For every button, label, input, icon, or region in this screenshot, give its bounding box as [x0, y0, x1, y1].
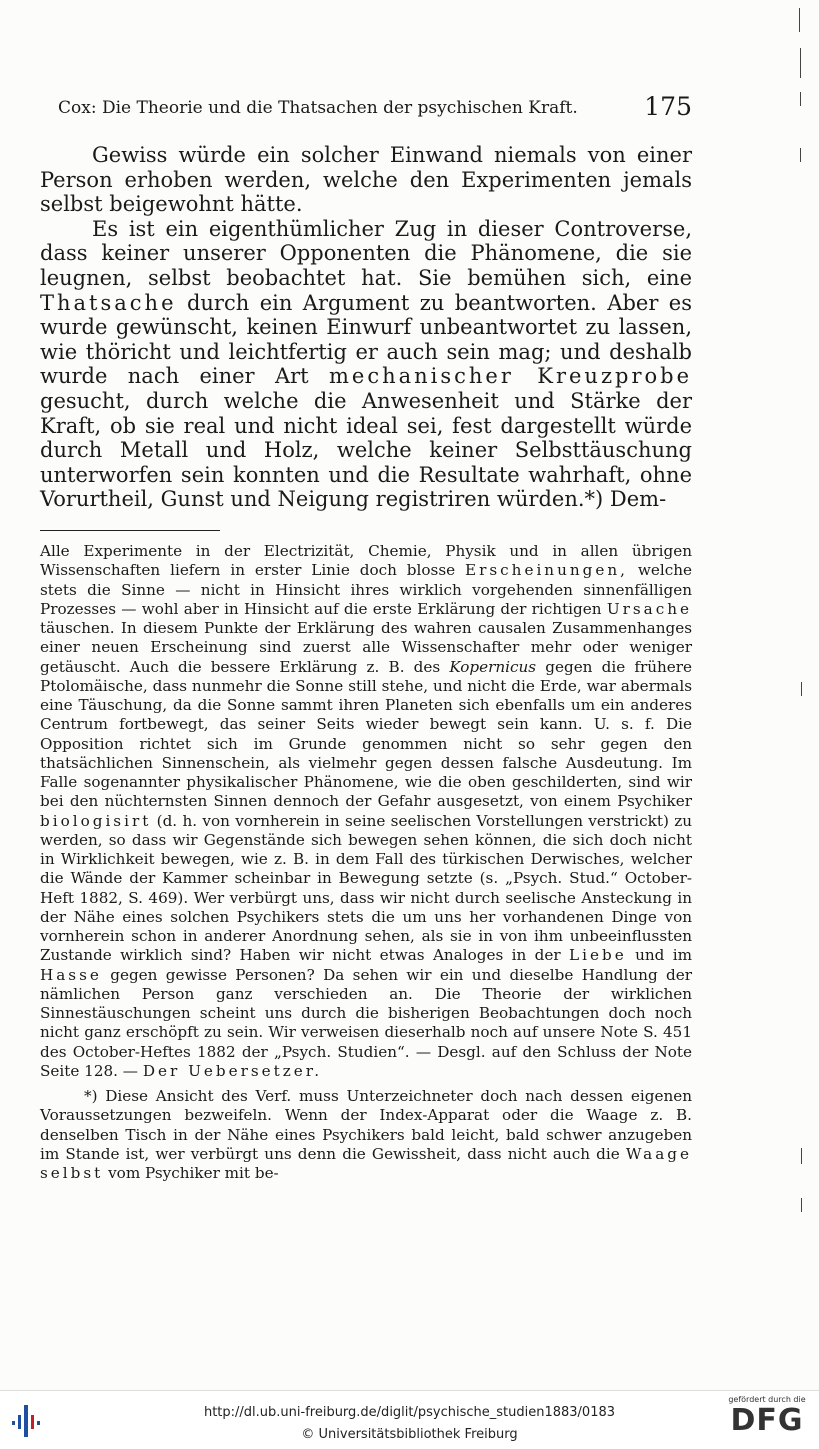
fn1-text-d: gegen die frühere Ptolomäische, dass nunmehr die Sonne still stehe, und nicht die Erde, war abermals eine Täuschung, da die Sonne sammt ihren Planeten sich ebenfalls um ein anderes Centrum fortbewegt, das seiner Seits wieder bewegt sein kann. U. s. f. Die Opposition richtet sich im Grunde genommen nicht so sehr gegen den thatsächlichen Sinnenschein, als vielmehr gegen dessen falsche Ausdeutung. Im Falle sogenannter physikalischer Phänomene, wie die oben geschilderten, sind wir bei den nüchternsten Sinnen dennoch der Gefahr ausgesetzt, von einem Psychiker	[40, 657, 693, 811]
edge-mark	[800, 92, 801, 106]
page-header	[58, 92, 692, 126]
fn1-spaced-3: biologisirt	[40, 811, 152, 830]
dfg-logo-text: DFG	[730, 1403, 804, 1438]
fn1-text-g: gegen gewisse Personen? Da sehen wir ein und dieselbe Handlung der nämlichen Person ganz verschieden an. Die Theorie der wirklichen Sinnestäuschungen scheint uns durch die bisherigen Beobachtungen doch noch nicht ganz erschöpft zu sein. Wir verweisen dieserhalb noch auf unsere Note S. 451 des October-Heftes 1882 der „Psych. Studien“. — Desgl. auf den Schluss der Note Seite 128. —	[40, 965, 692, 1080]
fn1-text-b: welche stets die Sinne — nicht in Hinsicht ihres wirklich vorgehenden sinnenfälligen Prozesses — wohl aber in Hinsicht auf die erste Erklärung der richtigen	[40, 561, 693, 618]
running-title: Cox: Die Theorie und die Thatsachen der psychischen Kraft.	[58, 98, 578, 118]
footnotes	[40, 542, 692, 1183]
dfg-logo	[722, 1395, 812, 1447]
paragraph-1	[40, 143, 692, 217]
page-number: 175	[644, 92, 692, 121]
fn2-text-a: *) Diese Ansicht des Verf. muss Unterzeichneter doch nach dessen eigenen Voraussetzungen bezweifeln. Wenn der Index-Apparat oder die Waage z. B. denselben Tisch in der Nähe eines Psychikers bald leicht, bald schwer anzugeben im Stande ist, wer verbürgt uns denn die Gewissheit, dass nicht auch die	[40, 1087, 692, 1163]
edge-mark	[801, 1198, 802, 1212]
fn1-text-a: Alle Experimente in der Electrizität, Chemie, Physik und in allen übrigen Wissenschaften liefern in erster Linie doch blosse	[40, 542, 692, 580]
edge-mark	[800, 48, 801, 78]
fn1-italic-kopernicus: Kopernicus	[449, 657, 537, 676]
paragraph-2	[40, 217, 692, 512]
fn1-text-c: täuschen. In diesem Punkte der Erklärung des wahren causalen Zusammenhanges einer neuen Erscheinung sind zuerst alle Wissenschafter mehr oder weniger getäuscht. Auch die bessere Erklärung z. B. des	[40, 619, 692, 676]
main-text	[40, 143, 692, 512]
footnote-translator	[40, 542, 692, 1081]
viewer-footer	[0, 1390, 819, 1449]
copyright-notice: © Universitätsbibliothek Freiburg	[301, 1427, 518, 1442]
paragraph-2-text-a: Es ist ein eigenthümlicher Zug in dieser Controverse, dass keiner unserer Opponenten die Phänomene, die sie leugnen, selbst beobachtet hat. Sie bemühen sich, eine	[40, 216, 692, 290]
fn1-signature: Der Uebersetzer.	[142, 1061, 323, 1080]
footnote-separator	[40, 530, 220, 531]
paragraph-2-text-b: durch ein Argument zu beantworten. Aber es wurde gewünscht, keinen Einwurf unbeantwortet zu lassen, wie thöricht und leichtfertig er auch sein mag; und deshalb wurde nach einer Art	[40, 290, 692, 389]
spaced-word-thatsache: Thatsache	[40, 290, 177, 315]
fn1-spaced-5: Hasse	[40, 965, 102, 984]
fn2-text-b: vom Psychiker mit be-	[108, 1164, 279, 1182]
edge-mark	[801, 1148, 802, 1164]
paragraph-1-text: Gewiss würde ein solcher Einwand niemals von einer Person erhoben werden, welche den Experimenten jemals selbst beigewohnt hätte.	[40, 143, 692, 217]
edge-mark	[800, 148, 801, 162]
edge-mark	[801, 682, 802, 696]
paragraph-2-text-c: gesucht, durch welche die Anwesenheit und Stärke der Kraft, ob sie real und nicht ideal sei, fest dargestellt würde durch Metall und Holz, welche keiner Selbsttäuschung unterworfen sein konnten und die Resultate wahrhaft, ohne Vorurtheil, Gunst und Neigung registriren würden.*) Dem-	[40, 388, 692, 512]
dfg-caption: gefördert durch die	[728, 1395, 806, 1404]
fn1-spaced-1: Erscheinungen,	[465, 561, 628, 580]
spaced-phrase-kreuzprobe: mechanischer Kreuzprobe	[328, 364, 693, 389]
permalink[interactable]: http://dl.ub.uni-freiburg.de/diglit/psychische_studien1883/0183	[203, 1405, 616, 1420]
page-edge-marks	[779, 0, 819, 1390]
fn1-spaced-4: Liebe	[569, 946, 627, 965]
edge-mark	[799, 8, 800, 32]
fn1-text-f: und im	[635, 946, 693, 965]
fn1-text-e: (d. h. von vornherein in seine seelischen Vorstellungen verstrickt) zu werden, so dass wir Gegenstände sich bewegen sehen können, die sich doch nicht in Wirklichkeit bewegen, wie z. B. in dem Fall des türkischen Derwisches, welcher die Wände der Kammer scheinbar in Bewegung setzte (s. „Psych. Stud.“ October-Heft 1882, S. 469). Wer verbürgt uns, dass wir nicht durch seelische Ansteckung in der Nähe eines solchen Psychikers stets die um uns her vorhandenen Dinge von vornherein schon in anderer Anordnung sehen, als sie in von ihm unbeeinflussten Zustande wirklich sind? Haben wir nicht etwas Analoges in der	[40, 811, 692, 965]
fn2-spaced-1: Waage selbst	[40, 1144, 692, 1182]
fn1-spaced-2: Ursache	[606, 599, 693, 618]
footnote-star	[40, 1087, 692, 1183]
